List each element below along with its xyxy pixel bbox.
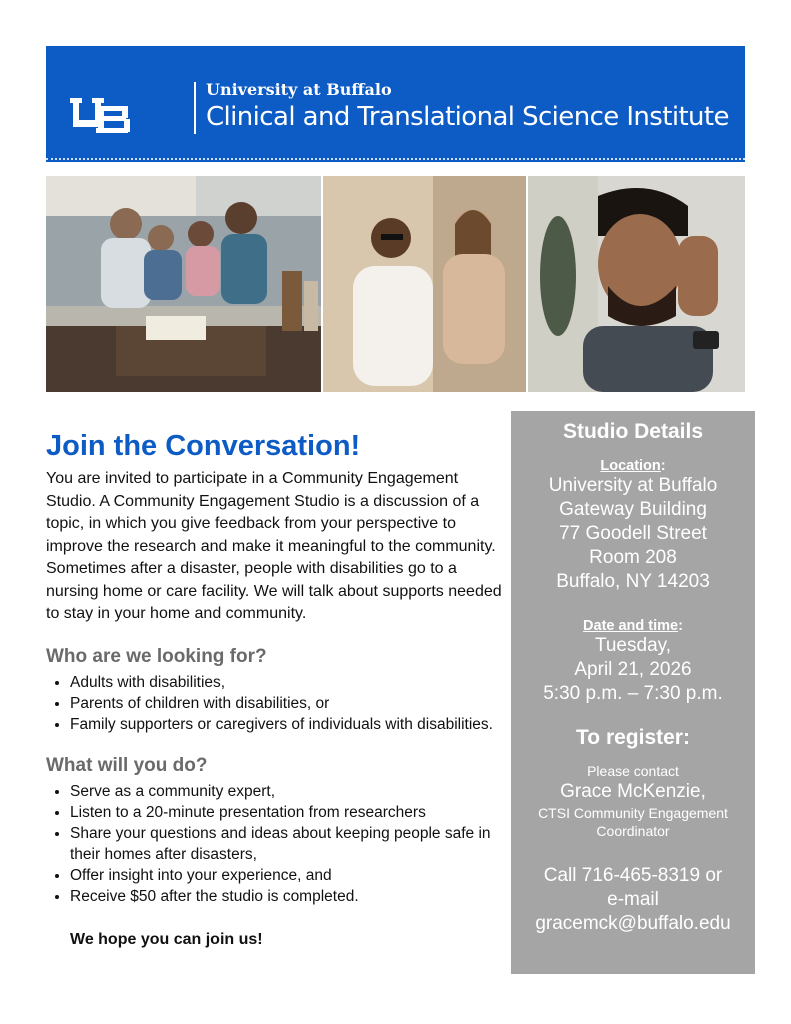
list-item: • Listen to a 20-minute presentation from researchers xyxy=(70,802,506,823)
list-item: • Family supporters or caregivers of individuals with disabilities. xyxy=(70,714,506,735)
contact-role: CTSI Community Engagement Coordinator xyxy=(538,805,728,839)
intro-paragraph: You are invited to participate in a Community Engagement Studio. A Community Engagement Studio is a discussion of a topic, in which you give feedback from your perspective to improve the research and make it meaningful to the community. Sometimes after a disaster, people with disabilities go to a nursing home or care facility. We will talk about supports needed to stay in your home and community. xyxy=(46,470,502,622)
what-list xyxy=(46,781,506,907)
header-banner xyxy=(46,46,745,162)
date-label: Date and time: xyxy=(583,618,683,634)
location-line: Buffalo, NY 14203 xyxy=(556,571,710,592)
location-line: Room 208 xyxy=(589,547,677,568)
list-item: • Parents of children with disabilities, or xyxy=(70,693,506,714)
what-heading: What will you do? xyxy=(46,754,208,776)
logo-divider xyxy=(194,82,196,134)
photo-two-people-talking xyxy=(323,176,526,392)
date-line: April 21, 2026 xyxy=(574,659,692,680)
email-prefix: e-mail xyxy=(607,889,659,910)
photo-man-with-hearing-aid xyxy=(528,176,745,392)
institute-name: Clinical and Translational Science Institute xyxy=(206,102,729,132)
contact-name: Grace McKenzie, xyxy=(560,781,706,802)
time-line: 5:30 p.m. – 7:30 p.m. xyxy=(543,683,723,704)
date-label-text: Date and time xyxy=(583,618,679,634)
closing-line: We hope you can join us! xyxy=(70,930,263,948)
location-line: University at Buffalo xyxy=(548,475,718,496)
banner-dotted-rule xyxy=(46,158,745,160)
main-content xyxy=(46,428,506,949)
list-item: • Serve as a community expert, xyxy=(70,781,506,802)
date-line: Tuesday, xyxy=(594,635,672,656)
location-label-text: Location xyxy=(600,458,661,474)
panel-title: Studio Details xyxy=(562,420,704,443)
studio-details-panel xyxy=(511,411,755,974)
page-title: Join the Conversation! xyxy=(46,430,361,462)
location-label: Location: xyxy=(600,458,666,474)
location-line: 77 Goodell Street xyxy=(559,523,707,544)
register-heading: To register: xyxy=(576,726,690,749)
photo-family-at-table xyxy=(46,176,321,392)
ub-logo xyxy=(70,98,136,134)
who-list xyxy=(46,672,506,735)
email-link[interactable]: gracemck@buffalo.edu xyxy=(535,913,731,934)
list-item: • Adults with disabilities, xyxy=(70,672,506,693)
list-item: • Share your questions and ideas about keeping people safe in their homes after disasters, xyxy=(70,823,506,865)
location-line: Gateway Building xyxy=(559,499,707,520)
call-line: Call 716-465-8319 or xyxy=(543,865,723,886)
contact-intro: Please contact xyxy=(587,763,679,779)
photo-strip xyxy=(46,176,745,392)
who-heading: Who are we looking for? xyxy=(46,645,267,667)
list-item: • Offer insight into your experience, and xyxy=(70,865,506,886)
list-item: • Receive $50 after the studio is completed. xyxy=(70,886,506,907)
university-name: University at Buffalo xyxy=(206,80,392,99)
